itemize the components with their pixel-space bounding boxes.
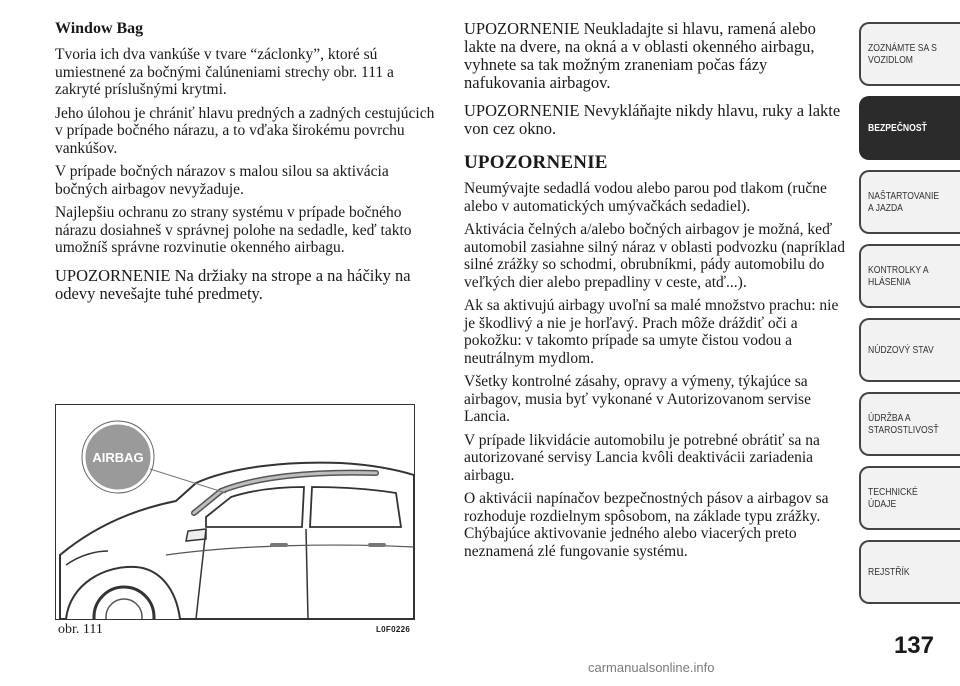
warning-text: UPOZORNENIE Neukladajte si hlavu, ramená alebo lakte na dvere, na okná a v oblasti okenného airbagu, vyhnete sa tak možným zraneniam počas fázy nafukovania airbagov.: [464, 19, 816, 92]
tab-zoznamte-sa-s-vozidlom[interactable]: ZOZNÁMTE SA S VOZIDLOM: [859, 22, 960, 86]
warning-heading: UPOZORNENIE: [464, 152, 608, 173]
watermark: carmanualsonline.info: [588, 660, 715, 675]
paragraph: Aktivácia čelných a/alebo bočných airbagov je možná, keď automobil zasiahne silný náraz v oblasti podvozku (napríklad silné zrážky so schodmi, obrubníkmi, pády automobilu do veľkých dier alebo prepadliny v ceste, atď...).: [464, 221, 845, 291]
car-illustration: [56, 405, 414, 619]
paragraph: Všetky kontrolné zásahy, opravy a výmeny, týkajúce sa airbagov, musia byť vykonané v Autorizovanom servise Lancia.: [464, 373, 811, 425]
paragraph: Neumývajte sedadlá vodou alebo parou pod tlakom (ručne alebo v automatických umývačkách sedadiel).: [464, 180, 827, 215]
tab-kontrolky-a-hlasenia[interactable]: KONTROLKY A HLÁSENIA: [859, 244, 960, 308]
paragraph: Tvoria ich dva vankúše v tvare “záclonky”, ktoré sú umiestnené za bočnými čalúneniami strechy obr. 111 a zakryté príslušnými krytmi.: [55, 46, 394, 98]
left-column: [55, 20, 435, 313]
tab-nudzovy-stav[interactable]: NÚDZOVÝ STAV: [859, 318, 960, 382]
tab-rejstrik[interactable]: REJSTŘÍK: [859, 540, 960, 604]
page-number: 137: [893, 632, 934, 659]
chapter-tabs: [859, 22, 960, 614]
tab-nastartovanie-a-jazda[interactable]: NAŠTARTOVANIE A JAZDA: [859, 170, 960, 234]
section-title: Window Bag: [55, 20, 144, 37]
figure-car-window-airbag: [55, 404, 415, 620]
warning-text: UPOZORNENIE Nevykláňajte nikdy hlavu, ruky a lakte von cez okno.: [464, 101, 841, 138]
tab-technicke-udaje[interactable]: TECHNICKÉ ÚDAJE: [859, 466, 960, 530]
warning-text: UPOZORNENIE Na držiaky na strope a na háčiky na odevy nevešajte tuhé predmety.: [55, 265, 411, 303]
tab-bezpecnost[interactable]: BEZPEČNOSŤ: [859, 96, 960, 160]
right-column: [464, 20, 850, 566]
paragraph: Jeho úlohou je chrániť hlavu predných a zadných cestujúcich v prípade bočného nárazu, a to vďaka širokému povrchu vankúšov.: [55, 104, 435, 157]
paragraph: V prípade bočných nárazov s malou silou sa aktivácia bočných airbagov nevyžaduje.: [55, 163, 389, 198]
paragraph: O aktivácii napínačov bezpečnostných pásov a airbagov sa rozhoduje rozdielnym spôsobom, na základe typu zrážky. Chýbajúce aktivovanie jedného alebo viacerých preto neznamená zlé fungovanie systému.: [464, 490, 829, 560]
figure-caption: obr. 111: [58, 622, 103, 637]
paragraph: Najlepšiu ochranu zo strany systému v prípade bočného nárazu dosiahneš v správnej polohe na sedadle, keď takto umožníš správne rozvinutie okenného airbagu.: [55, 204, 412, 256]
airbag-badge-label: AIRBAG: [92, 450, 144, 465]
paragraph: Ak sa aktivujú airbagy uvoľní sa malé množstvo prachu: nie je škodlivý a nie je horľavý. Prach môže dráždiť oči a pokožku: v takomto prípade sa umyte čistou vodou a neutrálnym mydlom.: [464, 297, 839, 367]
figure-code: L0F0226: [376, 625, 411, 634]
paragraph: V prípade likvidácie automobilu je potrebné obrátiť sa na autorizované servisy Lancia kvôli deaktivácii zariadenia airbagu.: [464, 431, 820, 484]
tab-udrzba-a-starostlivost[interactable]: ÚDRŽBA A STAROSTLIVOSŤ: [859, 392, 960, 456]
